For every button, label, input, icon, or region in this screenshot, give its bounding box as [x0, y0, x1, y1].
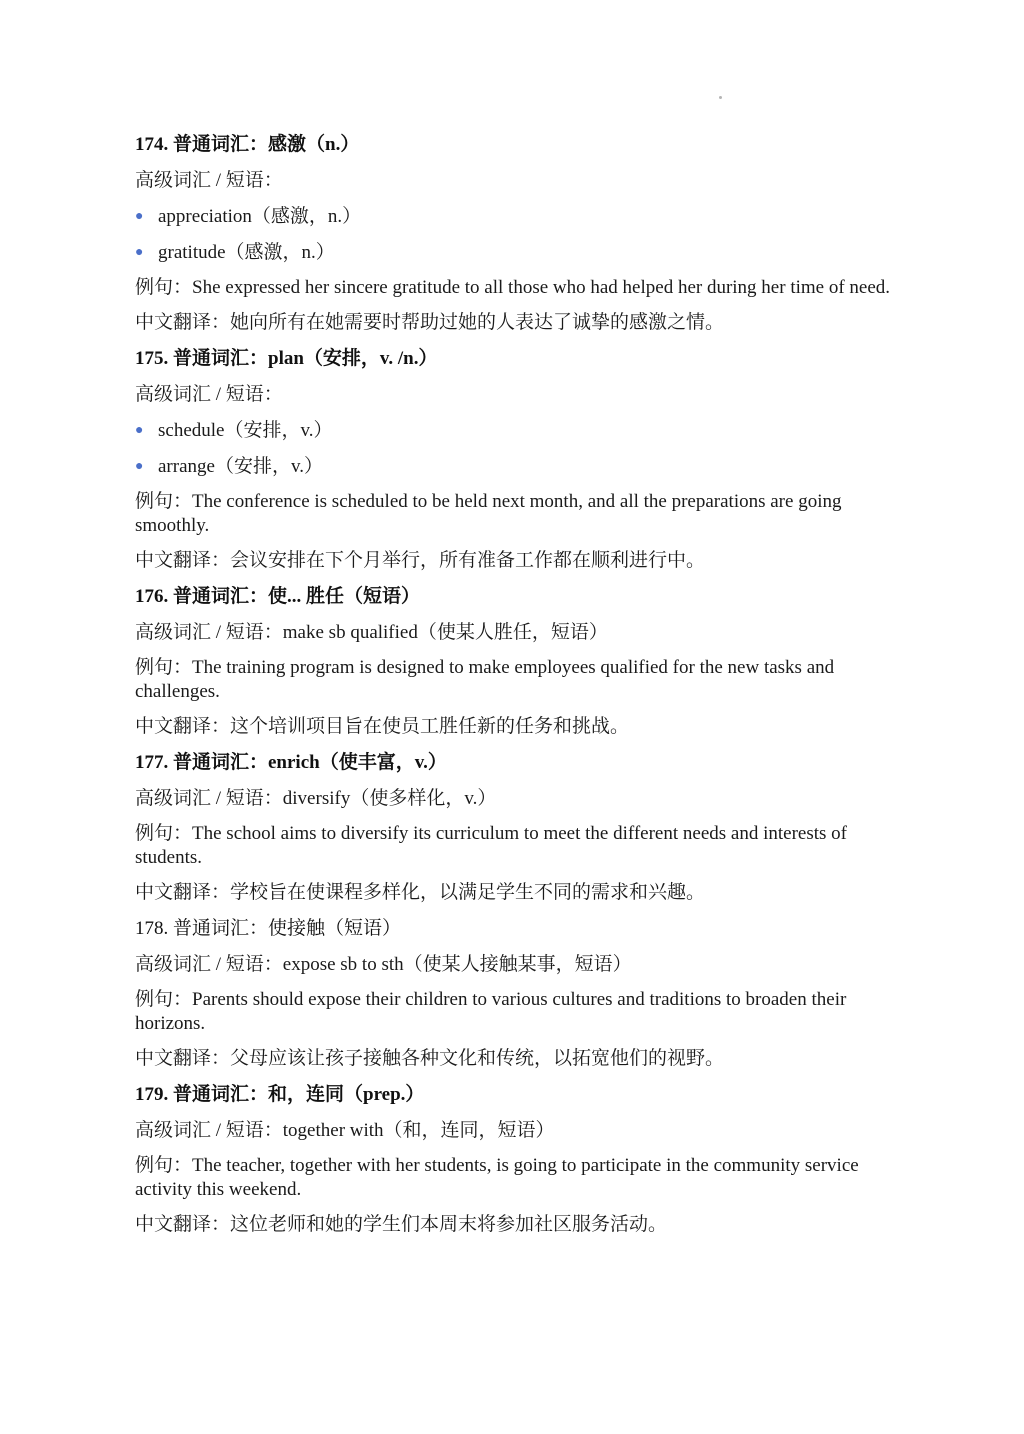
example-text: The teacher, together with her students, is going to participate in the community service activity this weekend.	[135, 1155, 859, 1200]
example-label: 例句：	[135, 491, 193, 512]
vocab-document	[135, 132, 895, 1248]
translation-label: 中文翻译：	[135, 716, 231, 737]
chinese-translation	[135, 310, 895, 336]
entry-heading: 179. 普通词汇：和，连同（prep.）	[135, 1084, 425, 1105]
bullet-icon: ●	[135, 245, 144, 260]
example-label: 例句：	[135, 1155, 193, 1176]
vocab-bullet-item	[135, 454, 895, 480]
chinese-translation	[135, 714, 895, 740]
vocab-bullet-item	[135, 204, 895, 230]
example-label: 例句：	[135, 277, 193, 298]
example-text: The school aims to diversify its curriculum to meet the different needs and interests of students.	[135, 823, 847, 868]
bullet-icon: ●	[135, 423, 144, 438]
example-text: Parents should expose their children to various cultures and traditions to broaden their horizons.	[135, 989, 847, 1034]
entry-heading: 177. 普通词汇：enrich（使丰富，v.）	[135, 752, 447, 773]
chinese-translation	[135, 880, 895, 906]
vocab-bullet-text: appreciation（感激，n.）	[158, 206, 362, 227]
vocab-bullet-item	[135, 418, 895, 444]
advanced-vocab-label: 高级词汇 / 短语：	[135, 384, 283, 405]
translation-label: 中文翻译：	[135, 550, 231, 571]
vocab-bullet-text: schedule（安排，v.）	[158, 420, 333, 441]
advanced-vocab-line: 高级词汇 / 短语：expose sb to sth（使某人接触某事，短语）	[135, 954, 632, 975]
example-sentence	[135, 490, 895, 538]
example-sentence	[135, 822, 895, 870]
entry-heading: 176. 普通词汇：使... 胜任（短语）	[135, 586, 421, 607]
example-label: 例句：	[135, 823, 193, 844]
translation-text: 父母应该让孩子接触各种文化和传统，以拓宽他们的视野。	[230, 1048, 725, 1069]
example-sentence	[135, 656, 895, 704]
example-label: 例句：	[135, 989, 193, 1010]
translation-label: 中文翻译：	[135, 1214, 231, 1235]
translation-text: 这个培训项目旨在使员工胜任新的任务和挑战。	[230, 716, 630, 737]
chinese-translation	[135, 548, 895, 574]
translation-label: 中文翻译：	[135, 312, 231, 333]
translation-text: 会议安排在下个月举行，所有准备工作都在顺利进行中。	[230, 550, 706, 571]
chinese-translation	[135, 1212, 895, 1238]
translation-text: 她向所有在她需要时帮助过她的人表达了诚挚的感激之情。	[230, 312, 725, 333]
vocab-bullet-text: gratitude（感激，n.）	[158, 242, 335, 263]
entry-heading: 174. 普通词汇：感激（n.）	[135, 134, 360, 155]
bullet-icon: ●	[135, 459, 144, 474]
advanced-vocab-line: 高级词汇 / 短语：diversify（使多样化，v.）	[135, 788, 497, 809]
chinese-translation	[135, 1046, 895, 1072]
example-sentence	[135, 988, 895, 1036]
translation-text: 学校旨在使课程多样化，以满足学生不同的需求和兴趣。	[230, 882, 706, 903]
example-text: The conference is scheduled to be held next month, and all the preparations are going smoothly.	[135, 491, 842, 536]
translation-label: 中文翻译：	[135, 1048, 231, 1069]
bullet-icon: ●	[135, 209, 144, 224]
vocab-bullet-item	[135, 240, 895, 266]
example-text: She expressed her sincere gratitude to all those who had helped her during her time of need.	[192, 277, 891, 298]
vocab-bullet-text: arrange（安排，v.）	[158, 456, 323, 477]
entry-heading: 178. 普通词汇：使接触（短语）	[135, 918, 402, 939]
page-dot-mark	[719, 96, 722, 99]
translation-label: 中文翻译：	[135, 882, 231, 903]
advanced-vocab-line: 高级词汇 / 短语：together with（和，连同，短语）	[135, 1120, 555, 1141]
example-text: The training program is designed to make employees qualified for the new tasks and challenges.	[135, 657, 835, 702]
entry-heading: 175. 普通词汇：plan（安排，v. /n.）	[135, 348, 438, 369]
example-sentence	[135, 276, 895, 300]
advanced-vocab-line: 高级词汇 / 短语：make sb qualified（使某人胜任，短语）	[135, 622, 608, 643]
advanced-vocab-label: 高级词汇 / 短语：	[135, 170, 283, 191]
example-label: 例句：	[135, 657, 193, 678]
translation-text: 这位老师和她的学生们本周末将参加社区服务活动。	[230, 1214, 668, 1235]
example-sentence	[135, 1154, 895, 1202]
